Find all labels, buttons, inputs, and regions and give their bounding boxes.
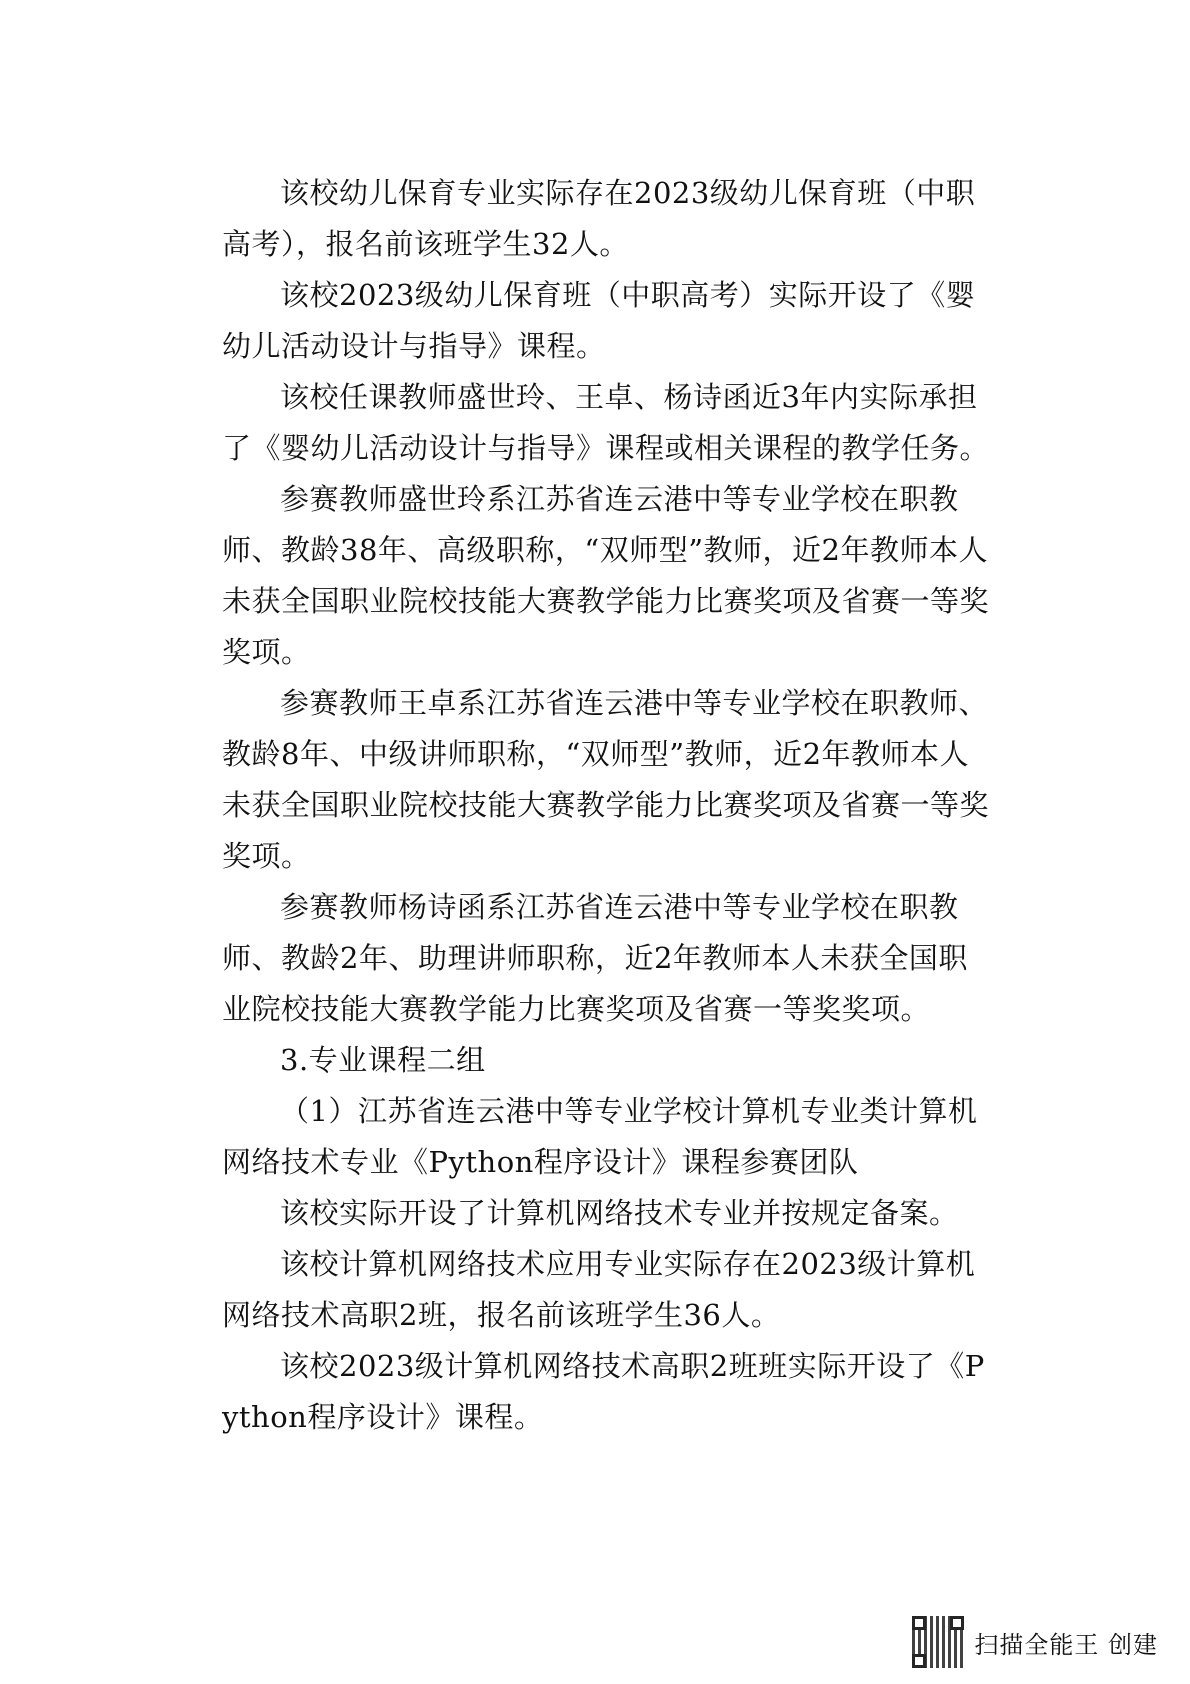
paragraph-teacher-yang: 参赛教师杨诗函系江苏省连云港中等专业学校在职教师、教龄2年、助理讲师职称，近2年教师本人未获全国职业院校技能大赛教学能力比赛奖项及省赛一等奖奖项。 — [222, 890, 968, 1026]
paragraph-teachers-duty: 该校任课教师盛世玲、王卓、杨诗函近3年内实际承担了《婴幼儿活动设计与指导》课程或相关课程的教学任务。 — [222, 380, 990, 465]
section-heading-group-two: 3.专业课程二组 — [280, 1043, 486, 1077]
paragraph-teacher-sheng: 参赛教师盛世玲系江苏省连云港中等专业学校在职教师、教龄38年、高级职称，“双师型”教师，近2年教师本人未获全国职业院校技能大赛教学能力比赛奖项及省赛一等奖奖项。 — [222, 482, 990, 669]
paragraph-course-offered: 该校2023级幼儿保育班（中职高考）实际开设了《婴幼儿活动设计与指导》课程。 — [222, 278, 976, 363]
watermark-text: 扫描全能王 创建 — [974, 1630, 1158, 1659]
paragraph-class-size: 该校幼儿保育专业实际存在2023级幼儿保育班（中职高考），报名前该班学生32人。 — [222, 176, 976, 261]
qr-code-icon — [912, 1616, 964, 1668]
scanner-watermark — [912, 1616, 1158, 1668]
document-body — [222, 168, 992, 1443]
paragraph-major-filed: 该校实际开设了计算机网络技术专业并按规定备案。 — [280, 1196, 959, 1230]
subsection-heading-team: （1）江苏省连云港中等专业学校计算机专业类计算机网络技术专业《Python程序设计》课程参赛团队 — [222, 1094, 978, 1179]
paragraph-network-class-size: 该校计算机网络技术应用专业实际存在2023级计算机网络技术高职2班，报名前该班学生36人。 — [222, 1247, 976, 1332]
paragraph-teacher-wang: 参赛教师王卓系江苏省连云港中等专业学校在职教师、教龄8年、中级讲师职称，“双师型”教师，近2年教师本人未获全国职业院校技能大赛教学能力比赛奖项及省赛一等奖奖项。 — [222, 686, 990, 873]
paragraph-python-course: 该校2023级计算机网络技术高职2班班实际开设了《Python程序设计》课程。 — [222, 1349, 985, 1434]
